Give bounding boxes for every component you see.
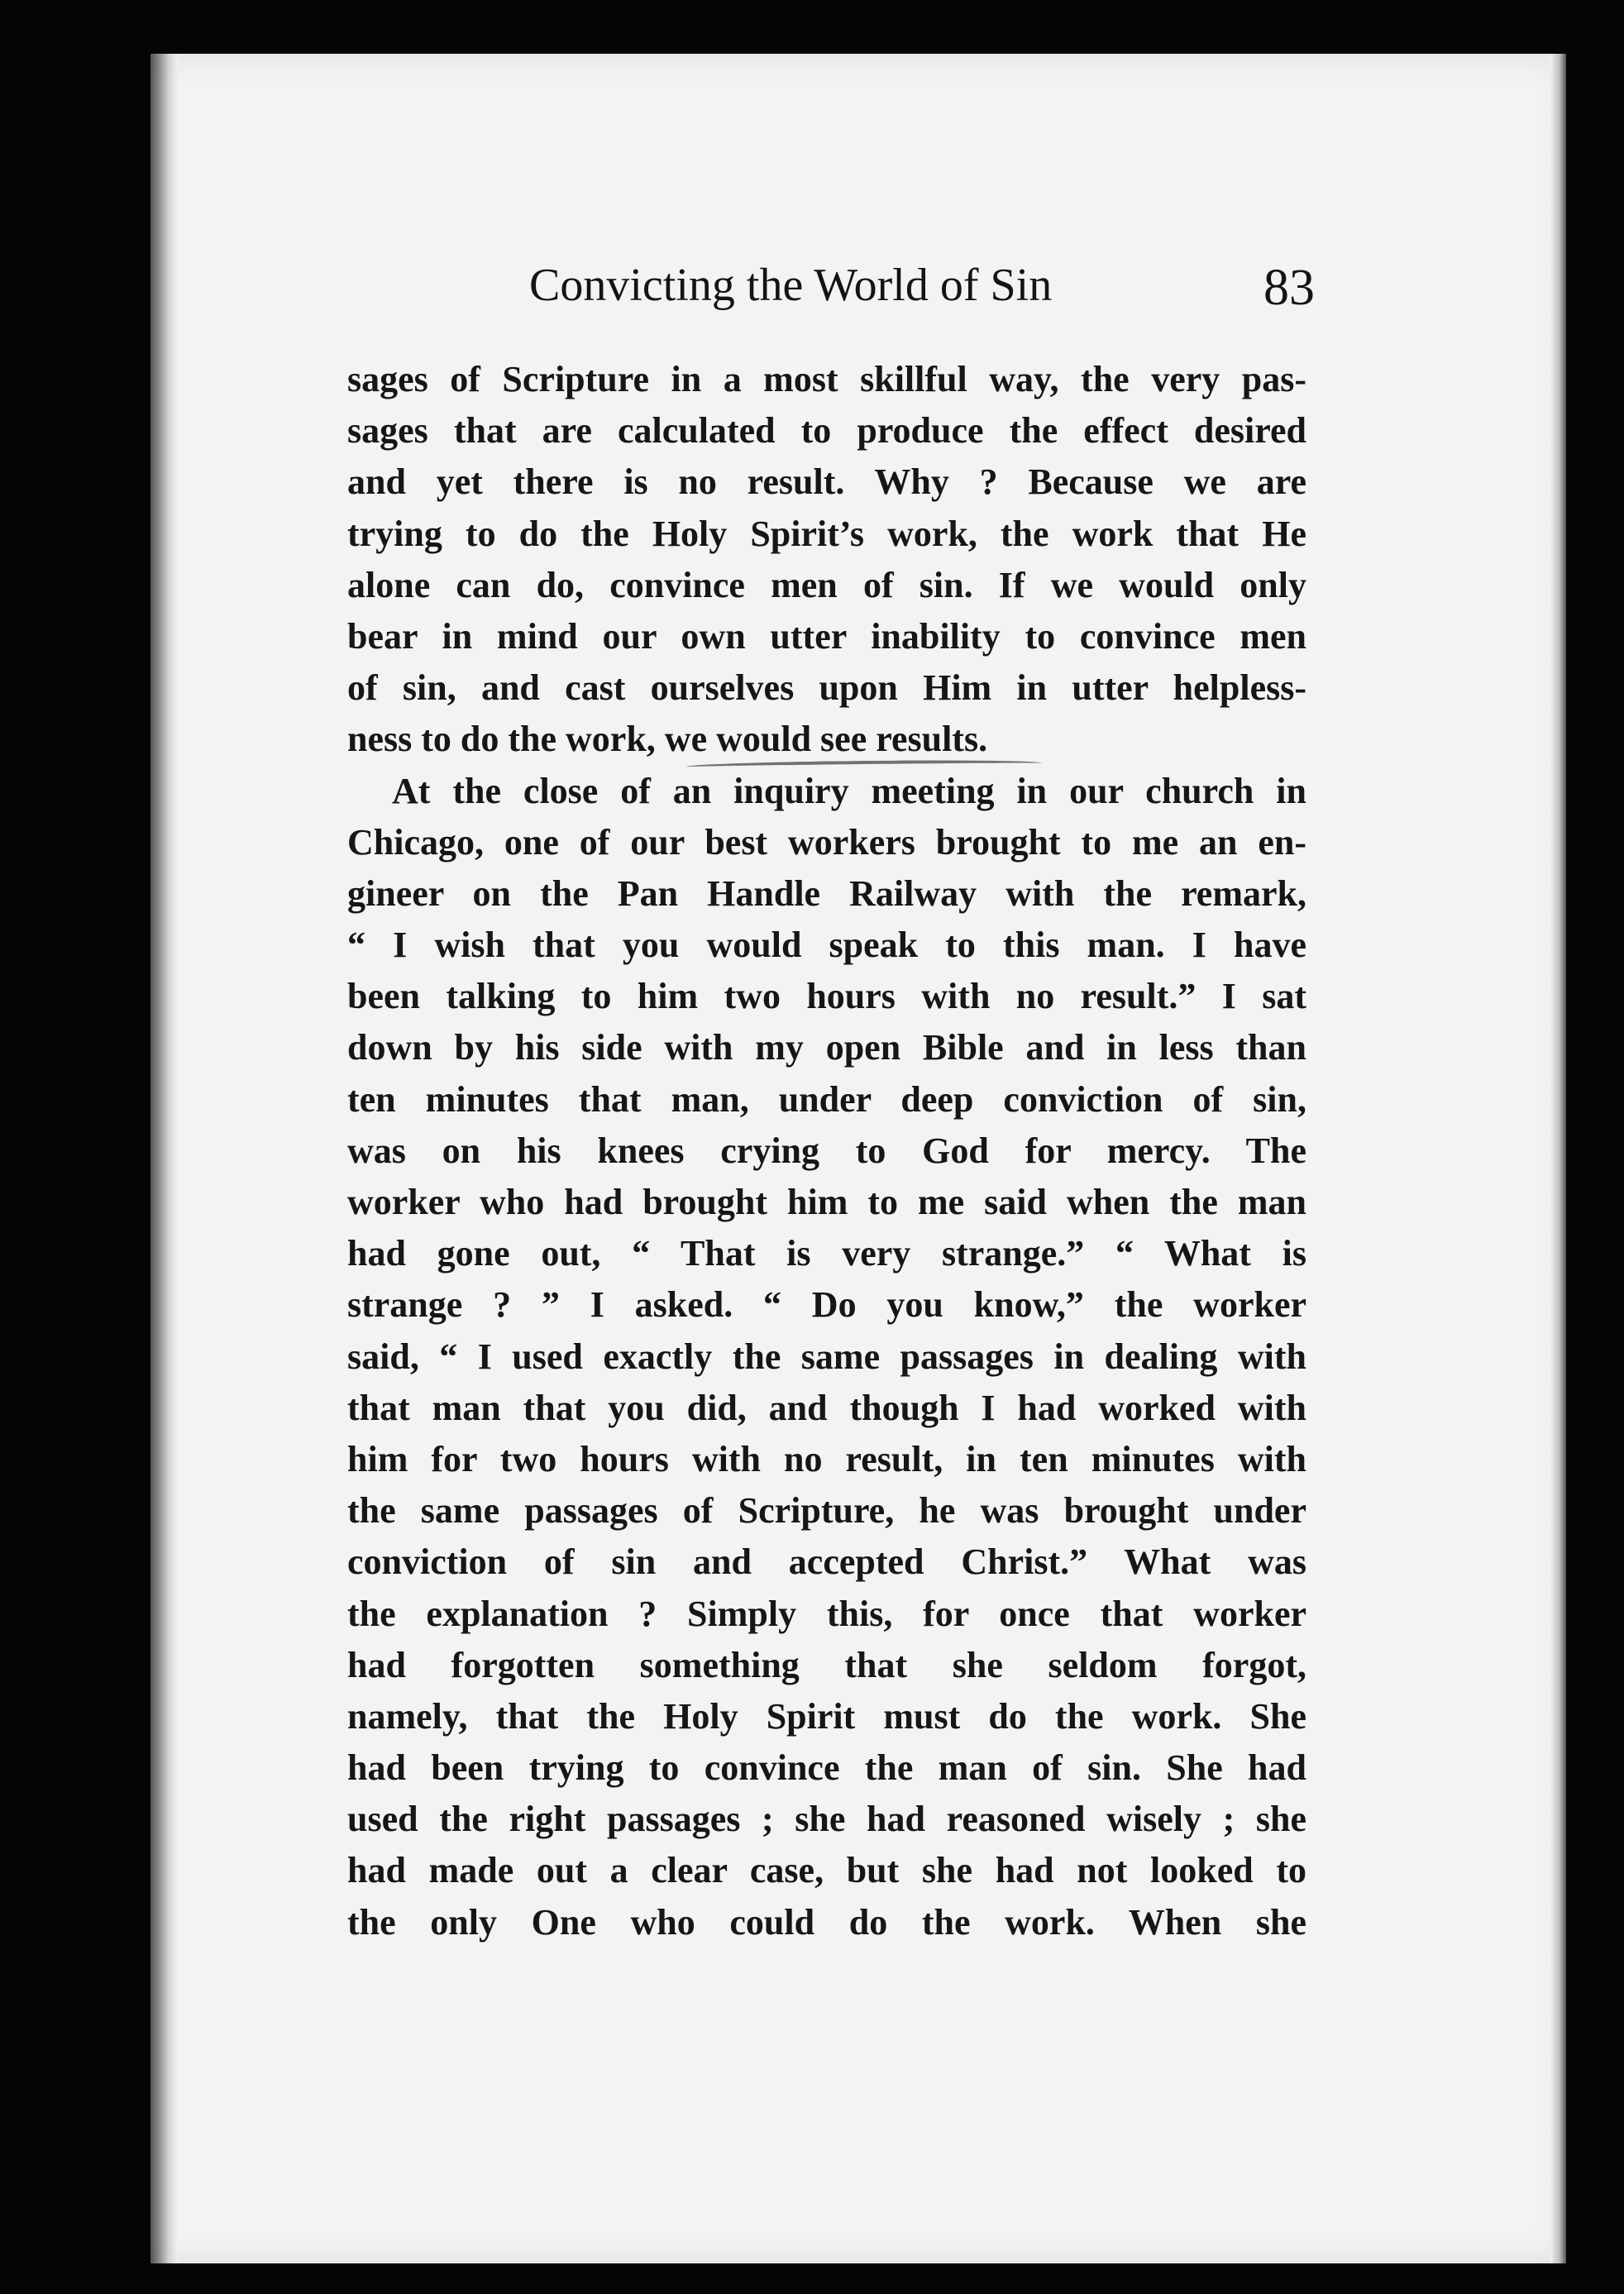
- text-line: and yet there is no result. Why ? Because we are: [347, 461, 1306, 503]
- text-line: alone can do, convince men of sin. If we would only: [347, 564, 1306, 605]
- page-number: 83: [1263, 260, 1315, 316]
- text-line: the explanation ? Simply this, for once that worker: [347, 1593, 1306, 1634]
- page-edge-shadow: [1550, 54, 1566, 2263]
- page-binding-shadow: [150, 54, 179, 2263]
- text-line: trying to do the Holy Spirit’s work, the work that He: [347, 513, 1306, 554]
- text-line: sages that are calculated to produce the effect desired: [347, 410, 1306, 452]
- text-line: strange ? ” I asked. “ Do you know,” the worker: [347, 1284, 1306, 1326]
- text-line: had forgotten something that she seldom forgot,: [347, 1644, 1306, 1685]
- text-line: ness to do the work, we would see results.: [347, 719, 988, 760]
- text-line: him for two hours with no result, in ten minutes with: [347, 1438, 1306, 1479]
- text-line: said, “ I used exactly the same passages in dealing with: [347, 1336, 1306, 1377]
- text-line: the same passages of Scripture, he was brought under: [347, 1490, 1306, 1532]
- text-line: At the close of an inquiry meeting in our church in: [392, 770, 1306, 811]
- text-line: used the right passages ; she had reasoned wisely ; she: [347, 1799, 1306, 1840]
- text-line: Chicago, one of our best workers brought to me an en-: [347, 821, 1306, 863]
- text-line: gineer on the Pan Handle Railway with the remark,: [347, 872, 1306, 914]
- text-line: bear in mind our own utter inability to convince men: [347, 615, 1306, 657]
- text-line: ten minutes that man, under deep conviction of sin,: [347, 1078, 1306, 1120]
- text-line: of sin, and cast ourselves upon Him in utter helpless-: [347, 667, 1306, 709]
- running-title: Convicting the World of Sin: [529, 260, 1053, 311]
- text-line: “ I wish that you would speak to this man. I have: [347, 925, 1306, 966]
- text-line: conviction of sin and accepted Christ.” What was: [347, 1541, 1306, 1583]
- text-line: had been trying to convince the man of sin. She had: [347, 1747, 1306, 1789]
- running-head: [529, 252, 1315, 327]
- text-line: been talking to him two hours with no result.” I sat: [347, 976, 1306, 1017]
- text-line: was on his knees crying to God for mercy. The: [347, 1130, 1306, 1171]
- text-line: the only One who could do the work. When she: [347, 1901, 1306, 1943]
- text-line: sages of Scripture in a most skillful way, the very pas-: [347, 359, 1306, 399]
- paragraph-1: [347, 354, 1306, 766]
- body-text: [347, 354, 1306, 1948]
- paragraph-2: [347, 766, 1306, 1948]
- text-line: worker who had brought him to me said when the man: [347, 1182, 1306, 1222]
- text-line: had made out a clear case, but she had not looked to: [347, 1850, 1306, 1891]
- text-line: had gone out, “ That is very strange.” “ What is: [347, 1233, 1306, 1274]
- text-line: that man that you did, and though I had worked with: [347, 1387, 1306, 1428]
- text-line: down by his side with my open Bible and in less than: [347, 1027, 1306, 1068]
- text-line: namely, that the Holy Spirit must do the work. She: [347, 1695, 1306, 1737]
